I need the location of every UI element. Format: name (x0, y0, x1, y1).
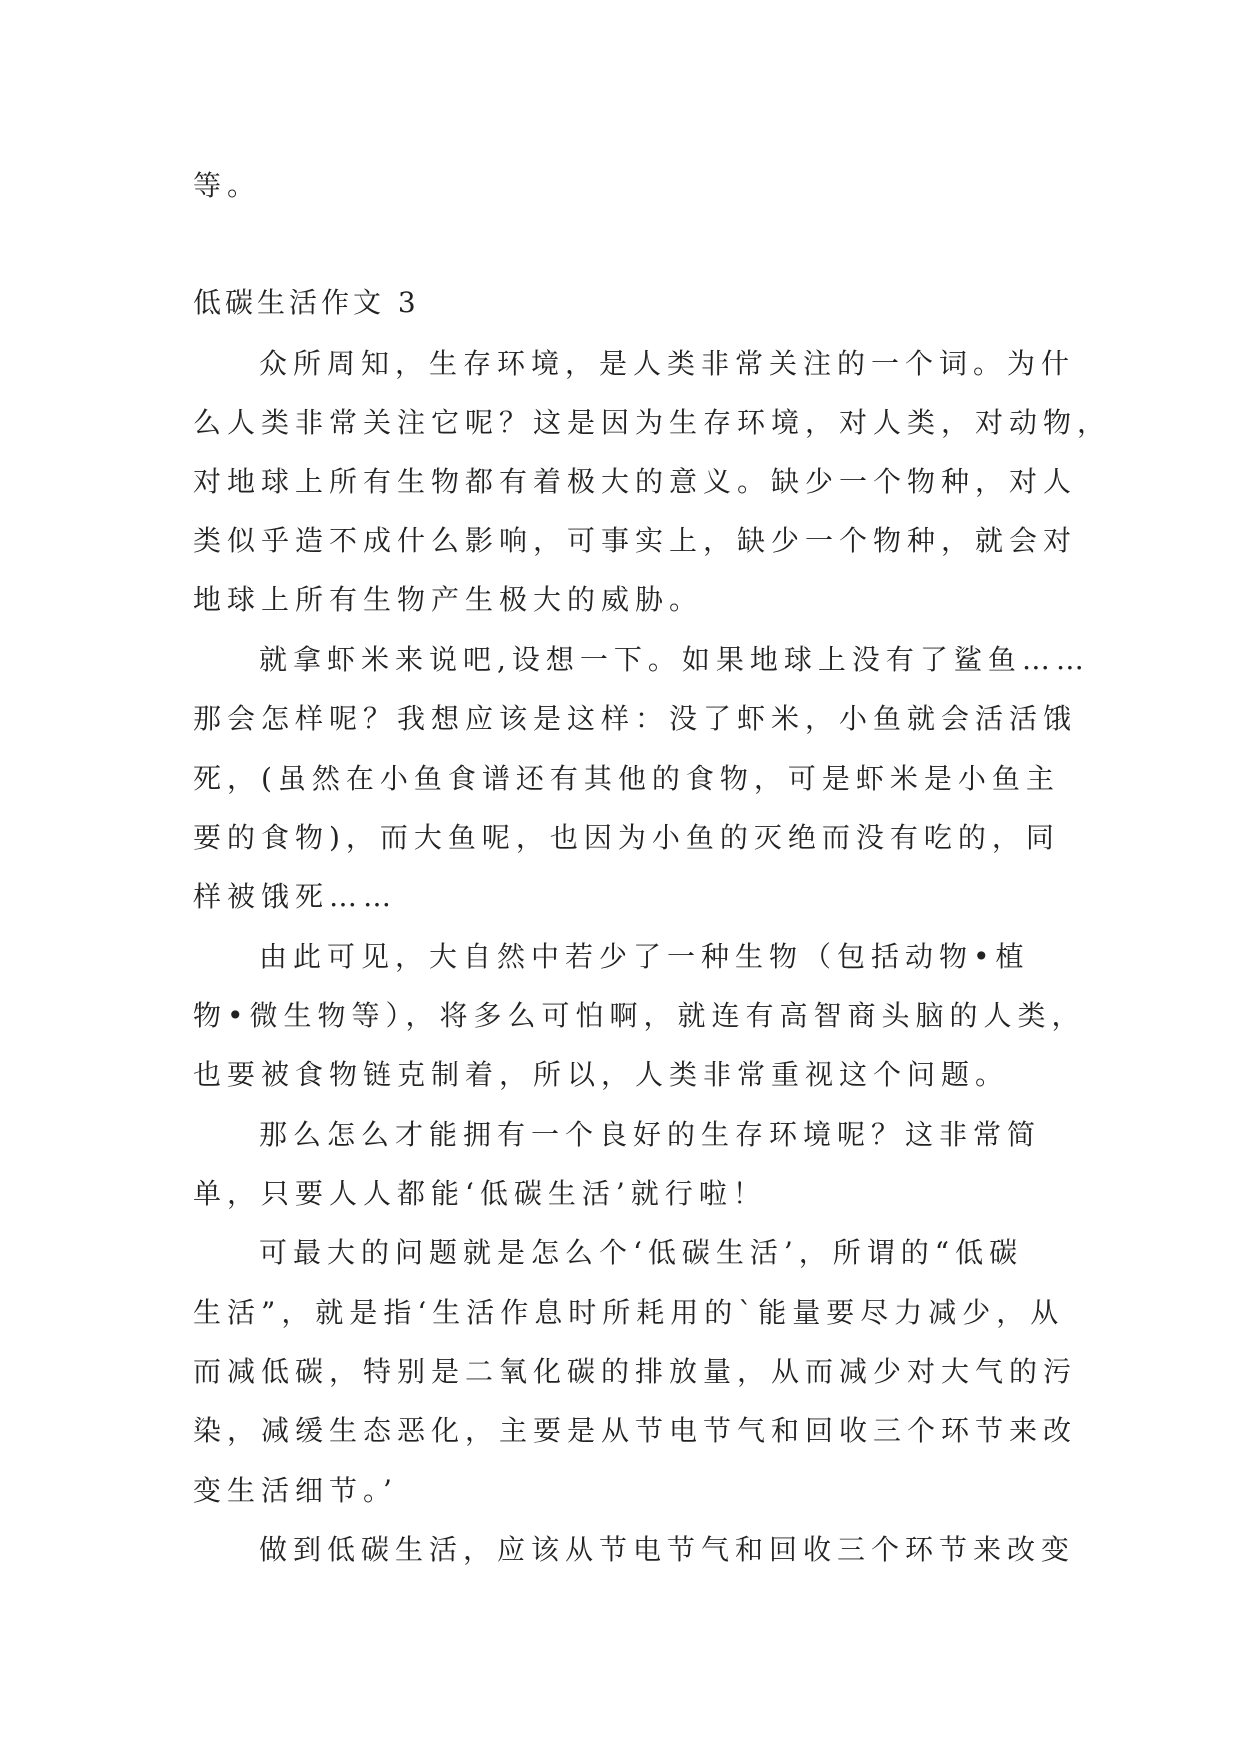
text-line: 而减低碳，特别是二氧化碳的排放量，从而减少对大气的污 (193, 1355, 1078, 1388)
text-line: 染，减缓生态恶化，主要是从节电节气和回收三个环节来改 (193, 1414, 1078, 1447)
text-line: 类似乎造不成什么影响，可事实上，缺少一个物种，就会对 (193, 524, 1078, 557)
paragraph-first-line: 就拿虾米来说吧,设想一下。如果地球上没有了鲨鱼…… (259, 643, 1090, 676)
text-line: 对地球上所有生物都有着极大的意义。缺少一个物种，对人 (193, 465, 1078, 498)
text-line: 么人类非常关注它呢？这是因为生存环境，对人类，对动物， (193, 406, 1112, 439)
paragraph-first-line: 做到低碳生活，应该从节电节气和回收三个环节来改变 (259, 1533, 1076, 1566)
paragraph-first-line: 众所周知，生存环境，是人类非常关注的一个词。为什 (259, 347, 1076, 380)
text-line: 等。 (193, 169, 262, 202)
text-line: 要的食物)，而大鱼呢，也因为小鱼的灭绝而没有吃的，同 (193, 821, 1060, 854)
text-line: 变生活细节。’ (193, 1474, 398, 1507)
paragraph-first-line: 由此可见，大自然中若少了一种生物（包括动物•植 (259, 940, 1030, 973)
text-line: 生活”，就是指‘生活作息时所耗用的`能量要尽力减少，从 (193, 1296, 1065, 1329)
text-line: 样被饿死…… (193, 880, 398, 913)
section-heading: 低碳生活作文 3 (193, 286, 420, 319)
paragraph-first-line: 那么怎么才能拥有一个良好的生存环境呢？这非常简 (259, 1118, 1042, 1151)
text-line: 地球上所有生物产生极大的威胁。 (193, 583, 704, 616)
text-line: 物•微生物等），将多么可怕啊，就连有高智商头脑的人类， (193, 999, 1086, 1032)
text-line: 死，(虽然在小鱼食谱还有其他的食物，可是虾米是小鱼主 (193, 762, 1060, 795)
text-line: 那会怎样呢？我想应该是这样：没了虾米，小鱼就会活活饿 (193, 702, 1078, 735)
paragraph-first-line: 可最大的问题就是怎么个‘低碳生活’，所谓的“低碳 (259, 1236, 1024, 1269)
text-line: 也要被食物链克制着，所以，人类非常重视这个问题。 (193, 1058, 1010, 1091)
text-line: 单，只要人人都能‘低碳生活’就行啦！ (193, 1177, 767, 1210)
